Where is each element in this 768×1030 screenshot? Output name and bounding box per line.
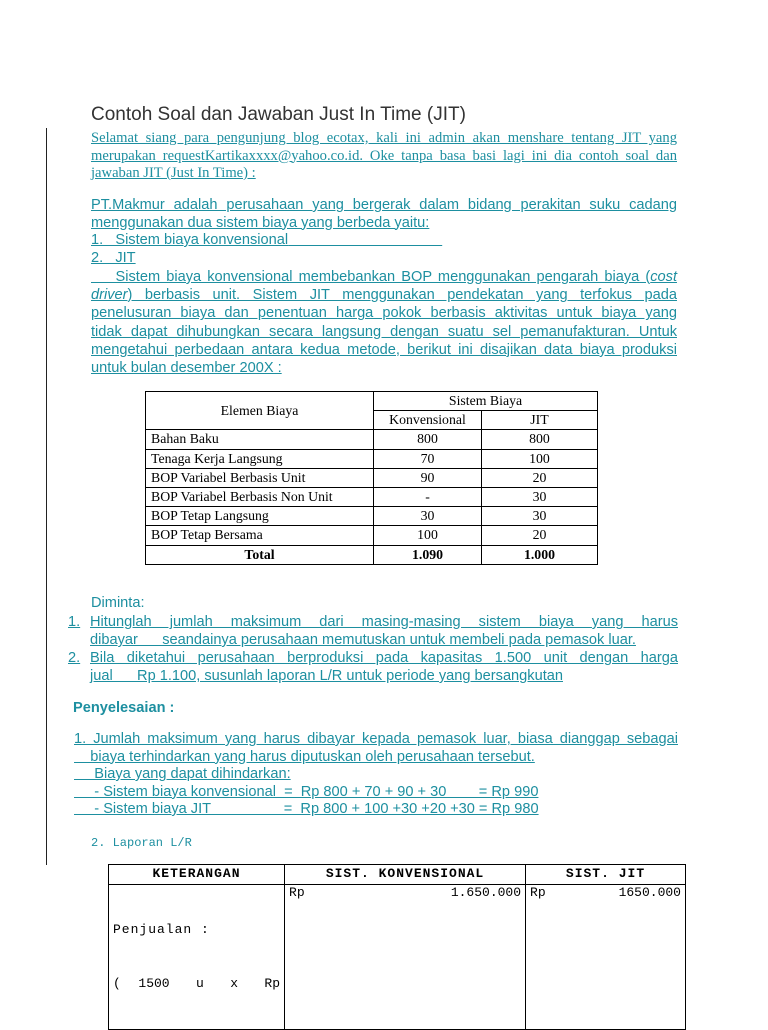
header-jit: JIT xyxy=(481,411,597,430)
table-row: Penjualan : ( 1500 u x Rp Rp 1.650.000 Rp 1650.000 xyxy=(109,885,686,1030)
cost-data-table xyxy=(145,391,598,565)
table-total-row: Total 1.090 1.000 xyxy=(146,545,598,564)
left-margin-bar-top xyxy=(46,128,47,571)
table-row: BOP Tetap Bersama 100 20 xyxy=(146,526,598,545)
table-row: BOP Variabel Berbasis Unit 90 20 xyxy=(146,468,598,487)
header-conv: Konvensional xyxy=(374,411,482,430)
report-heading: 2. Laporan L/R xyxy=(91,836,192,850)
report-header-jit: SIST. JIT xyxy=(526,865,686,885)
table-row: Tenaga Kerja Langsung 70 100 xyxy=(146,449,598,468)
solution-heading: Penyelesaian : xyxy=(73,700,175,716)
report-table xyxy=(108,864,686,1030)
table-row: Bahan Baku 800 800 xyxy=(146,430,598,449)
report-header-ket: KETERANGAN xyxy=(109,865,285,885)
question-1: 1. Hitunglah jumlah maksimum dari masing-masing sistem biaya yang harus xyxy=(68,614,678,630)
left-margin-bar-bottom xyxy=(46,565,47,865)
intro-paragraph: Selamat siang para pengunjung blog ecotax, kali ini admin akan menshare tentang JIT yang merupakan requestKartikaxxxx@yahoo.co.id. Oke tanpa basa basi lagi ini dia contoh soal dan jawaban JIT (Just In Time) : xyxy=(91,130,677,181)
header-system: Sistem Biaya xyxy=(374,392,598,411)
header-element: Elemen Biaya xyxy=(146,392,374,430)
page-title: Contoh Soal dan Jawaban Just In Time (JIT) xyxy=(91,104,466,125)
problem-description: Sistem biaya konvensional membebankan BOP menggunakan pengarah biaya (cost driver) berbasis unit. Sistem JIT menggunakan pendekatan yang terfokus pada penelusuran biaya dan penentuan harga pokok berbasis aktivitas untuk biaya yang tidak dapat dihubungkan secara langsung dengan suatu sel pemanufakturan. Untuk mengetahui perbedaan antara kedua metode, berikut ini disajikan data biaya produksi untuk bulan desember 200X : xyxy=(91,269,677,377)
table-row: BOP Tetap Langsung 30 30 xyxy=(146,507,598,526)
system-item-2: 2. JIT xyxy=(91,249,136,266)
table-row: BOP Variabel Berbasis Non Unit - 30 xyxy=(146,487,598,506)
report-header-conv: SIST. KONVENSIONAL xyxy=(285,865,526,885)
question-2: 2. Bila diketahui perusahaan berproduksi pada kapasitas 1.500 unit dengan harga xyxy=(68,650,678,666)
questions-heading: Diminta: xyxy=(91,595,145,611)
problem-paragraph: PT.Makmur adalah perusahaan yang bergerak dalam bidang perakitan suku cadang menggunakan dua sistem biaya yang berbeda yaitu: 1. Sistem biaya konvensional 2. JIT xyxy=(91,197,677,266)
solution-body: 1. Jumlah maksimum yang harus dibayar kepada pemasok luar, biasa dianggap sebagai biaya terhindarkan yang harus diputuskan oleh perusahaan tersebut. Biaya yang dapat dihindarkan: - Sistem biaya konvensional = Rp 800 + 70 + 90 + 30 = Rp 990 - Sistem biaya JIT = Rp 800 + 100 +30 +20 +30 = Rp 980 xyxy=(74,731,678,817)
questions-list: 1. Hitunglah jumlah maksimum dari masing-masing sistem biaya yang harus dibayar seandainya perusahaan memutuskan untuk membeli pada pemasok luar. 2. Bila diketahui perusahaan berproduksi pada kapasitas 1.500 unit dengan harga jual Rp 1.100, susunlah laporan L/R untuk periode yang bersangkutan xyxy=(68,614,678,684)
system-item-1: 1. Sistem biaya konvensional xyxy=(91,232,289,248)
